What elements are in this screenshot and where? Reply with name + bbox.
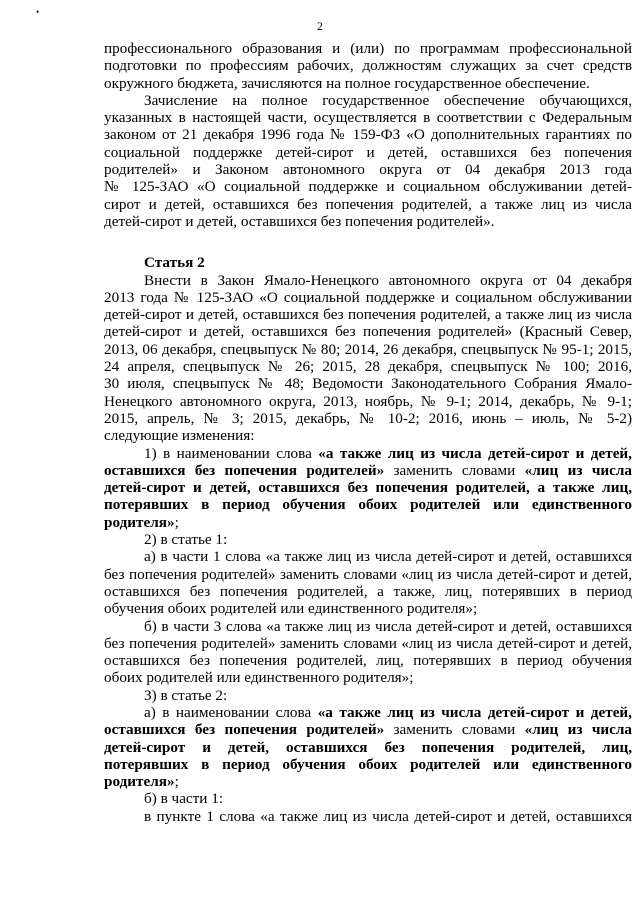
text-segment: Зачисление на полное государственное обеспечение обучающихся, [144,91,632,109]
text-line [104,479,632,496]
text-line [104,109,632,126]
bold-segment: потерявших в период обучения обоих родителей или единственного [104,755,632,773]
text-segment: следующие изменения: [104,427,255,445]
text-segment: 3) в статье 2: [144,686,228,704]
text-segment: подготовки по профессиям рабочих, должностям служащих за счет средств [104,57,632,75]
text-line [104,341,632,358]
text-segment: окружного бюджета, зачисляются на полное государственное обеспечение. [104,74,590,92]
text-line [104,40,632,57]
text-line [104,213,632,230]
text-line [104,126,632,143]
text-segment: родителей» и Законом автономного округа от 04 декабря 2013 года [104,161,632,179]
text-line [104,618,632,635]
text-segment: а) в наименовании слова [144,703,318,721]
text-line [104,289,632,306]
text-segment: детей-сирот и детей, оставшихся без попечения родителей». [104,212,495,230]
text-segment: Внести в Закон Ямало-Ненецкого автономного округа от 04 декабря [144,271,632,289]
text-line [104,548,632,565]
text-line [104,161,632,178]
text-line [104,756,632,773]
text-line [104,306,632,323]
text-line [104,514,632,531]
text-line [104,773,632,790]
text-line [104,445,632,462]
text-line [104,323,632,340]
text-line [104,462,632,479]
text-segment: сирот и детей, оставшихся без попечения родителей, а также лиц из числа [104,195,632,213]
text-line [104,669,632,686]
document-body [104,40,632,825]
text-segment: а) в части 1 слова «а также лиц из числа детей-сирот и детей, оставшихся [144,548,632,566]
text-segment: без попечения родителей» заменить словами «лиц из числа детей-сирот и детей, [104,634,632,652]
text-line [104,57,632,74]
text-segment: заменить словами [384,461,525,479]
text-line [104,687,632,704]
text-segment: оставшихся без попечения родителей, лиц, потерявших в период обучения [104,652,632,670]
text-segment: обоих родителей или единственного родителя»; [104,669,414,687]
bold-segment: детей-сирот и детей, оставшихся без попечения родителей, лиц, [104,738,632,756]
bold-segment: потерявших в период обучения обоих родителей или единственного [104,496,632,514]
text-line [104,808,632,825]
text-segment: ; [174,513,179,531]
bold-segment: «а также лиц из числа детей-сирот и детей, [318,444,632,462]
text-line [104,704,632,721]
page-number: 2 [317,19,323,33]
bold-segment: оставшихся без попечения родителей» [104,461,385,479]
text-segment: 30 июля, спецвыпуск № 48; Ведомости Законодательного Собрания Ямало- [104,375,632,393]
article-heading [104,254,632,271]
bold-segment: родителя» [104,513,175,531]
text-line [104,75,632,92]
text-segment: оставшихся без попечения родителей, а также, лиц, потерявших в период [104,582,632,600]
text-segment: Статья 2 [144,254,205,272]
text-line [104,600,632,617]
text-line [104,790,632,807]
text-line [104,652,632,669]
text-segment: 2) в статье 1: [144,531,228,549]
text-segment: обучения обоих родителей или единственного родителя»; [104,600,478,618]
text-line [104,721,632,738]
text-segment: без попечения родителей» заменить словами «лиц из числа детей-сирот и детей, [104,565,632,583]
text-line [104,635,632,652]
text-segment: 1) в наименовании слова [144,444,319,462]
text-segment: указанных в настоящей части, осуществляется в соответствии с Федеральным [104,109,632,127]
text-segment: 2013, 06 декабря, спецвыпуск № 80; 2014, 26 декабря, спецвыпуск № 95-1; 2015, [104,340,632,358]
bold-segment: «а также лиц из числа детей-сирот и детей, [317,703,632,721]
text-segment: б) в части 1: [144,790,224,808]
text-line [104,566,632,583]
text-segment: законом от 21 декабря 1996 года № 159-ФЗ «О дополнительных гарантиях по [104,126,632,144]
text-segment: 24 апреля, спецвыпуск № 26; 2015, 28 декабря, спецвыпуск № 100; 2016, [104,358,632,376]
text-line [104,178,632,195]
text-segment: в пункте 1 слова «а также лиц из числа детей-сирот и детей, оставшихся [144,807,632,825]
corner-mark: • [36,7,40,17]
text-segment: Ненецкого автономного округа, 2013, ноябрь, № 9-1; 2014, декабрь, № 9-1; [104,392,632,410]
text-line [104,739,632,756]
bold-segment: «лиц из числа [524,721,632,739]
text-segment: социальной поддержке детей-сирот и детей, оставшихся без попечения [104,143,632,161]
text-line [104,144,632,161]
text-segment: профессионального образования и (или) по программам профессиональной [104,40,632,57]
bold-segment: детей-сирот и детей, оставшихся без попечения родителей, а также лиц, [104,479,632,497]
text-line [104,358,632,375]
text-line [104,583,632,600]
text-segment: детей-сирот и детей, оставшихся без попечения родителей, а также лиц из числа [104,306,632,324]
text-segment: 2015, апрель, № 3; 2015, декабрь, № 10-2; 2016, июнь – июль, № 5-2) [104,409,632,427]
text-line [104,272,632,289]
text-segment: № 125-ЗАО «О социальной поддержке и социальном обслуживании детей- [104,178,632,196]
bold-segment: родителя» [104,773,175,791]
bold-segment: «лиц из числа [524,461,632,479]
paragraph-gap [104,230,632,254]
text-segment: 2013 года № 125-ЗАО «О социальной поддержке и социальном обслуживании [104,288,632,306]
text-segment: заменить словами [384,721,525,739]
text-line [104,496,632,513]
text-segment: б) в части 3 слова «а также лиц из числа детей-сирот и детей, оставшихся [144,617,632,635]
text-line [104,427,632,444]
bold-segment: оставшихся без попечения родителей» [104,721,385,739]
text-line [104,92,632,109]
text-line [104,410,632,427]
text-line [104,375,632,392]
text-line [104,196,632,213]
text-segment: детей-сирот и детей, оставшихся без попечения родителей» (Красный Север, [104,323,632,341]
text-line [104,531,632,548]
text-segment: ; [174,773,179,791]
text-line [104,393,632,410]
